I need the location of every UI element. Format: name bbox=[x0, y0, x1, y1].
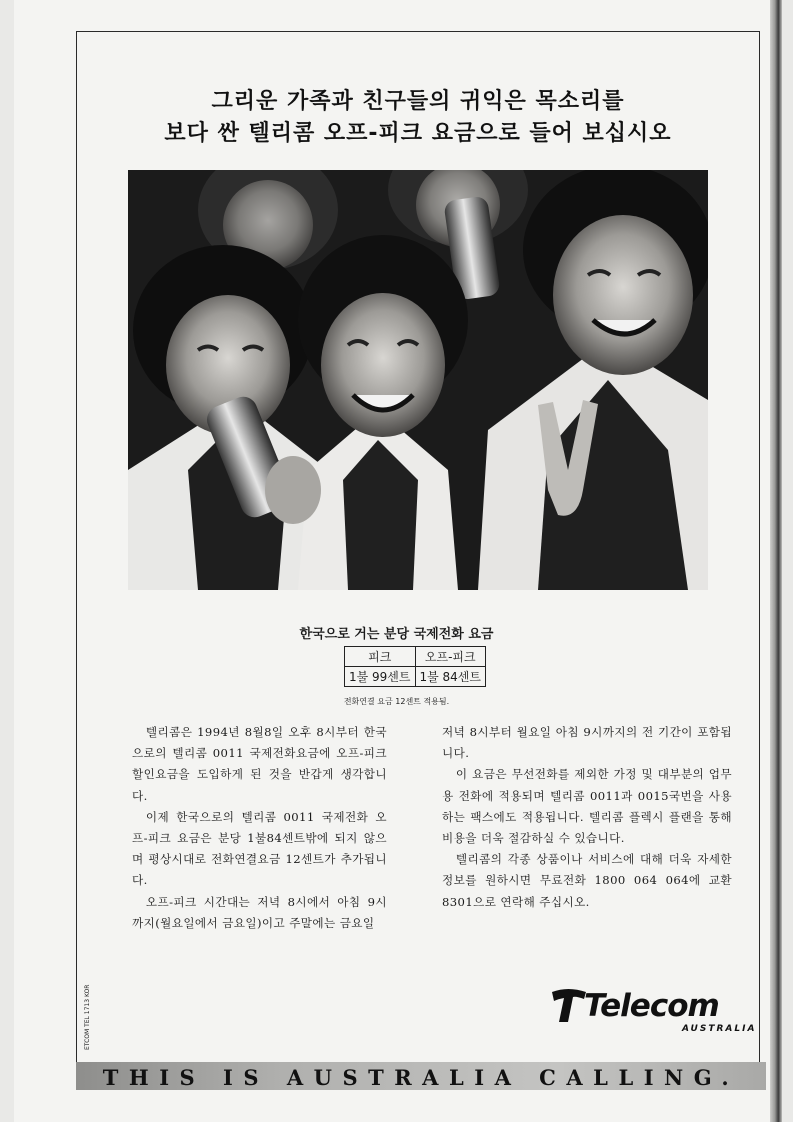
rates-header-offpeak: 오프-피크 bbox=[415, 647, 486, 667]
body-column-left bbox=[132, 722, 387, 934]
rates-table bbox=[344, 646, 486, 687]
photo-children-with-cans bbox=[128, 170, 708, 590]
telecom-logo bbox=[548, 986, 757, 1038]
logo-wordmark: Telecom bbox=[584, 988, 719, 1024]
rates-header-row bbox=[345, 647, 486, 667]
rates-value-offpeak: 1불 84센트 bbox=[415, 667, 486, 687]
body-paragraph: 텔리콤은 1994년 8월8일 오후 8시부터 한국으로의 텔리콤 0011 국제전화요금에 오프-피크 할인요금을 도입하게 된 것을 반갑게 생각합니다. bbox=[132, 725, 387, 803]
tagline-bar bbox=[76, 1062, 766, 1090]
body-paragraph: 저녁 8시부터 월요일 아침 9시까지의 전 기간이 포함됩니다. bbox=[442, 725, 732, 761]
rates-header-peak: 피크 bbox=[345, 647, 416, 667]
rates-table-title: 한국으로 거는 분당 국제전화 요금 bbox=[299, 627, 494, 642]
tagline: THIS IS AUSTRALIA CALLING. bbox=[102, 1065, 740, 1090]
side-reference-code: ETCOM TEL 1713 KOR bbox=[84, 984, 91, 1050]
body-paragraph: 이 요금은 무선전화를 제외한 가정 및 대부분의 업무용 전화에 적용되며 텔리콤 0011과 0015국번을 사용하는 팩스에도 적용됩니다. 텔리콤 플렉시 플랜을 통해 비용을 더욱 절감하실 수 있습니다. bbox=[442, 767, 732, 846]
rates-value-row bbox=[345, 667, 486, 687]
headline-line-2: 보다 싼 텔리콤 오프-피크 요금으로 들어 보십시오 bbox=[164, 121, 672, 146]
rates-value-peak: 1불 99센트 bbox=[345, 667, 416, 687]
telecom-t-logo-icon bbox=[548, 986, 588, 1026]
logo-subtitle: AUSTRALIA bbox=[682, 1024, 757, 1034]
body-paragraph: 이제 한국으로의 텔리콤 0011 국제전화 오프-피크 요금은 분당 1불84센트밖에 되지 않으며 평상시대로 전화연결요금 12센트가 추가됩니다. bbox=[132, 809, 387, 888]
headline-line-1: 그리운 가족과 친구들의 귀익은 목소리를 bbox=[211, 89, 625, 114]
body-paragraph: 오프-피크 시간대는 저녁 8시에서 아침 9시 까지(월요일에서 금요일)이고 주말에는 금요일 bbox=[132, 894, 387, 930]
body-column-right bbox=[442, 722, 732, 913]
headline bbox=[80, 86, 756, 150]
photo-illustration bbox=[128, 170, 708, 590]
rates-note: 전화연결 요금 12센트 적용됨. bbox=[343, 697, 450, 706]
page-edge-shadow bbox=[770, 0, 782, 1122]
body-paragraph: 텔리콤의 각종 상품이나 서비스에 대해 더욱 자세한 정보를 원하시면 무료전화 1800 064 064에 교환 8301으로 연락해 주십시오. bbox=[442, 852, 732, 909]
